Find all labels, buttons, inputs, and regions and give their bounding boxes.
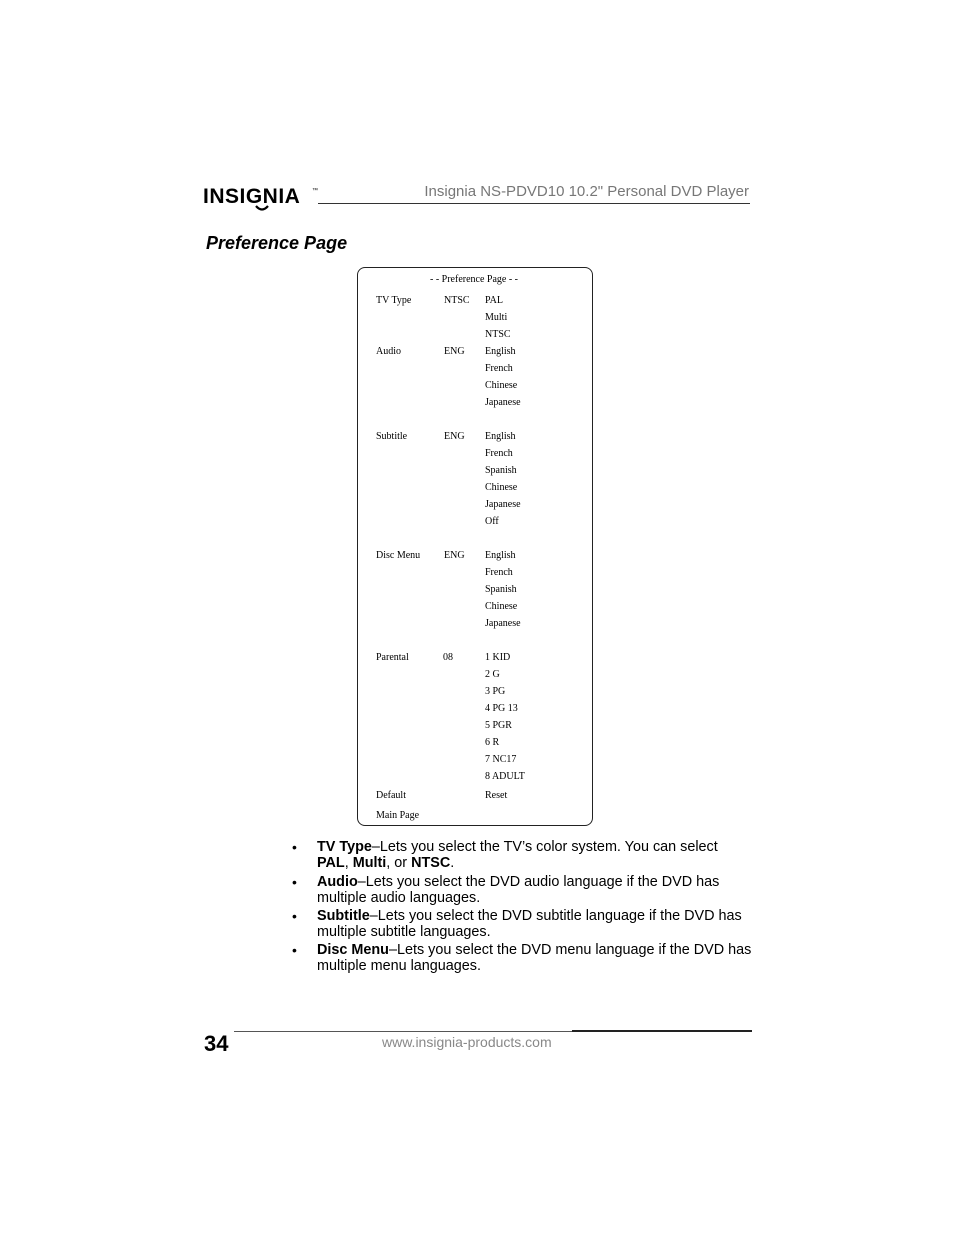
bullet-audio: Audio–Lets you select the DVD audio language if the DVD has multiple audio languages.	[317, 874, 720, 906]
header-rule	[318, 203, 750, 204]
page-number: 34	[204, 1031, 229, 1056]
bullet-term: Audio	[317, 874, 358, 890]
menu-option: 4 PG 13	[485, 703, 518, 714]
menu-option: Chinese	[485, 601, 518, 612]
menu-option: French	[485, 448, 513, 459]
menu-option: 1 KID	[485, 652, 511, 663]
document-title: Insignia NS-PDVD10 10.2" Personal DVD Player	[424, 183, 749, 200]
menu-row-current: ENG	[444, 346, 465, 357]
footer-rule-accent	[572, 1030, 752, 1032]
menu-row-label: Subtitle	[376, 431, 408, 442]
menu-option: Multi	[485, 312, 508, 323]
footer-rule	[234, 1031, 574, 1032]
menu-option: Chinese	[485, 380, 518, 391]
bullet-symbol: •	[292, 908, 297, 924]
menu-option: French	[485, 567, 513, 578]
menu-option: 7 NC17	[485, 754, 517, 765]
bullet-tv-type: TV Type–Lets you select the TV’s color system. You can select PAL, Multi, or NTSC.	[317, 839, 718, 871]
menu-row-current: ENG	[444, 431, 465, 442]
menu-option: Chinese	[485, 482, 518, 493]
menu-option: 8 ADULT	[485, 771, 525, 782]
menu-row-label: Audio	[376, 346, 401, 357]
menu-option: Japanese	[485, 618, 521, 629]
menu-option: English	[485, 346, 516, 357]
menu-option: 5 PGR	[485, 720, 512, 731]
bullet-term: Subtitle	[317, 908, 370, 924]
bullet-symbol: •	[292, 874, 297, 890]
bullet-term: Disc Menu	[317, 942, 389, 958]
trademark-mark: ™	[312, 188, 318, 194]
menu-row-label: TV Type	[376, 295, 412, 306]
menu-option: Spanish	[485, 465, 517, 476]
preference-page-menu	[357, 267, 593, 826]
menu-option: 3 PG	[485, 686, 506, 697]
menu-option: English	[485, 550, 516, 561]
menu-row-current: ENG	[444, 550, 465, 561]
bullet-term: TV Type	[317, 839, 372, 855]
bullet-symbol: •	[292, 942, 297, 958]
menu-option: Reset	[485, 790, 508, 801]
website-url: www.insignia-products.com	[382, 1034, 552, 1050]
bullet-disc-menu: Disc Menu–Lets you select the DVD menu language if the DVD has multiple menu languages.	[317, 942, 752, 974]
menu-option: NTSC	[485, 329, 511, 340]
bullet-subtitle: Subtitle–Lets you select the DVD subtitle language if the DVD has multiple subtitle languages.	[317, 908, 742, 940]
menu-row-current: 08	[443, 652, 453, 663]
menu-option: Japanese	[485, 499, 521, 510]
menu-option: 2 G	[485, 669, 500, 680]
menu-row-label: Parental	[376, 652, 409, 663]
menu-main-page: Main Page	[376, 810, 420, 821]
menu-option: English	[485, 431, 516, 442]
menu-row-current: NTSC	[444, 295, 470, 306]
bullet-symbol: •	[292, 839, 297, 855]
insignia-logo	[203, 180, 319, 212]
section-title: Preference Page	[206, 233, 348, 253]
menu-option: PAL	[485, 295, 503, 306]
menu-row-label: Default	[376, 790, 406, 801]
menu-option: Japanese	[485, 397, 521, 408]
menu-option: Spanish	[485, 584, 517, 595]
menu-option: 6 R	[485, 737, 500, 748]
menu-option: French	[485, 363, 513, 374]
menu-title: - - Preference Page - -	[430, 274, 519, 285]
menu-row-label: Disc Menu	[376, 550, 421, 561]
menu-option: Off	[485, 516, 499, 527]
brand-wordmark: INSIGNIA	[203, 185, 301, 208]
